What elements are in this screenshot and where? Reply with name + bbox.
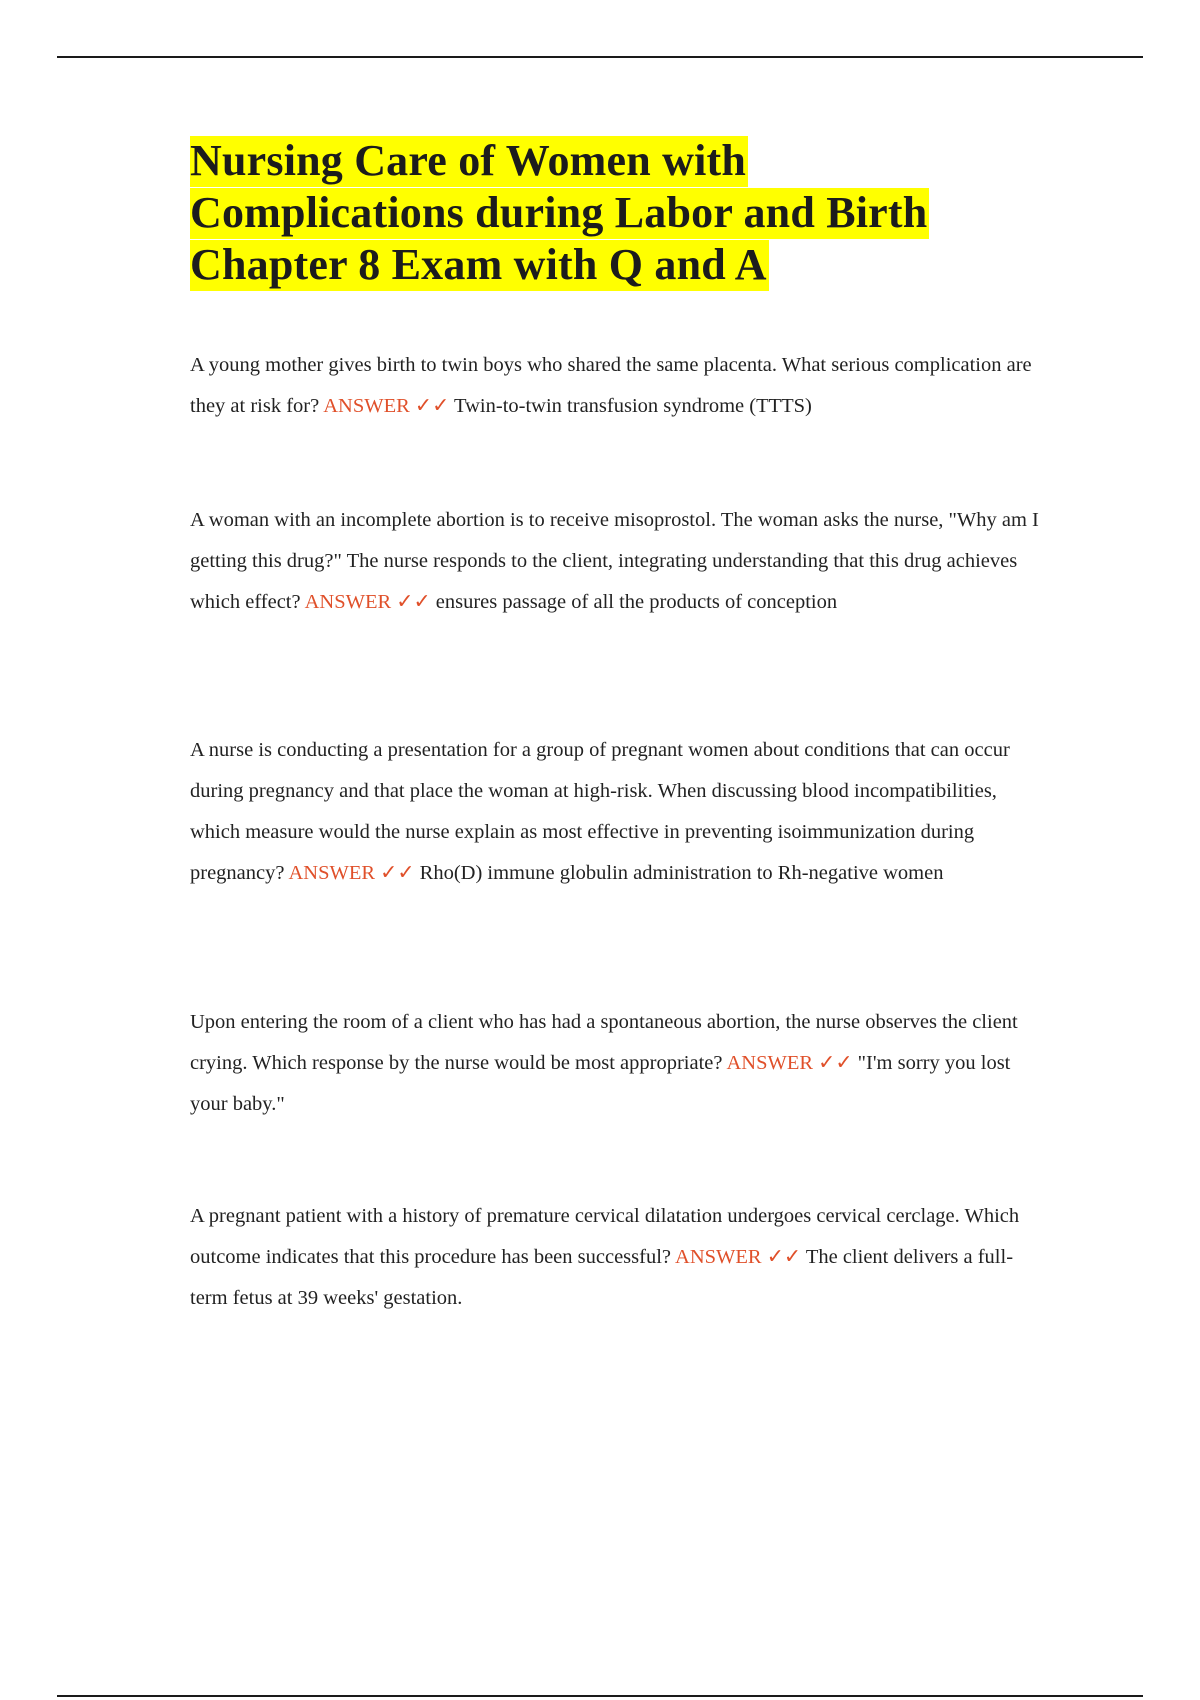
answer-text: ensures passage of all the products of conception [435, 591, 838, 613]
answer-label: ANSWER ✓✓ [726, 1052, 853, 1074]
answer-text: Rho(D) immune globulin administration to Rh-negative women [419, 862, 944, 884]
question-text: A pregnant patient with a history of premature cervical dilatation undergoes cervical cerclage. Which outcome indicates that this procedure has been successful? [190, 1205, 1020, 1268]
answer-text: Twin-to-twin transfusion syndrome (TTTS) [454, 395, 812, 417]
qa-item-1 [190, 345, 1050, 427]
document-title [190, 135, 1050, 291]
qa-item-4 [190, 1002, 1050, 1125]
answer-label: ANSWER ✓✓ [675, 1246, 802, 1268]
title-line-3: Chapter 8 Exam with Q and A [190, 240, 767, 289]
qa-item-2 [190, 500, 1050, 623]
question-text: A young mother gives birth to twin boys who shared the same placenta. What serious complication are they at risk for? [190, 354, 1032, 417]
qa-item-3 [190, 730, 1050, 894]
title-line-1: Nursing Care of Women with [190, 136, 747, 185]
qa-item-5 [190, 1196, 1050, 1319]
answer-label: ANSWER ✓✓ [323, 395, 450, 417]
question-text: A nurse is conducting a presentation for a group of pregnant women about conditions that can occur during pregnancy and that place the woman at high-risk. When discussing blood incompatibilities, which measure would the nurse explain as most effective in preventing isoimmunization during pregnancy? [190, 739, 1010, 884]
document-content [190, 135, 1050, 1309]
question-text: A woman with an incomplete abortion is to receive misoprostol. The woman asks the nurse, "Why am I getting this drug?" The nurse responds to the client, integrating understanding that this drug achieves which effect? [190, 509, 1039, 613]
question-text: Upon entering the room of a client who has had a spontaneous abortion, the nurse observes the client crying. Which response by the nurse would be most appropriate? [190, 1011, 1018, 1074]
title-line-2: Complications during Labor and Birth [190, 188, 928, 237]
answer-text: The client delivers a full-term fetus at 39 weeks' gestation. [190, 1246, 1014, 1309]
answer-label: ANSWER ✓✓ [288, 862, 415, 884]
answer-text: "I'm sorry you lost your baby." [190, 1052, 1011, 1115]
top-rule [57, 56, 1143, 58]
answer-label: ANSWER ✓✓ [304, 591, 431, 613]
bottom-rule [57, 1695, 1143, 1697]
